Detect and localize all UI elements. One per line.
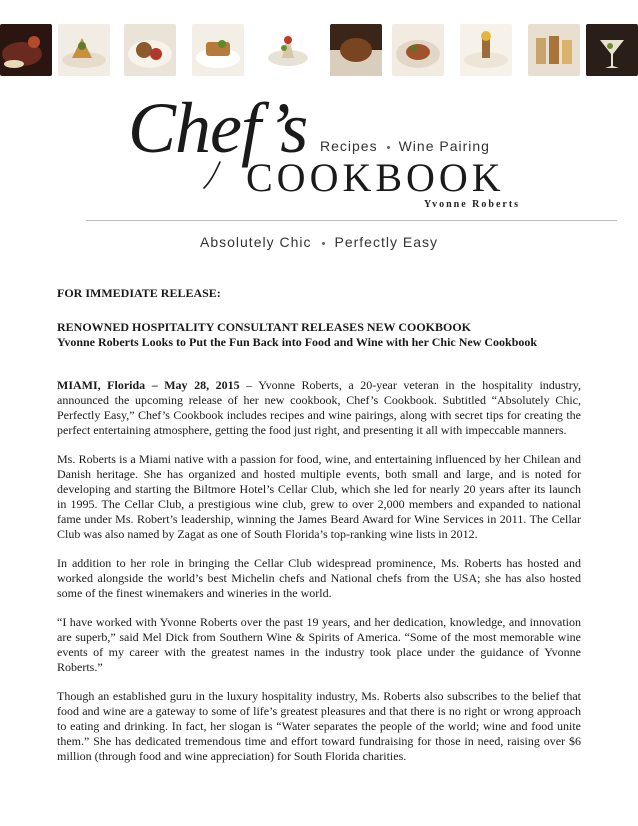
separator-dot-icon [387, 146, 390, 149]
dateline: MIAMI, Florida – May 28, 2015 [57, 378, 240, 392]
release-subhead: Yvonne Roberts Looks to Put the Fun Back into Food and Wine with her Chic New Cookbook [57, 335, 538, 349]
paragraph-1 [57, 378, 581, 438]
release-headline: RENOWNED HOSPITALITY CONSULTANT RELEASES NEW COOKBOOK [57, 320, 471, 334]
press-release-body [57, 286, 581, 778]
slogan-part-2: Perfectly Easy [334, 234, 438, 250]
release-label: FOR IMMEDIATE RELEASE: [57, 286, 221, 300]
cookbook-logo [0, 0, 638, 230]
logo-cookbook-wordmark: COOKBOOK [246, 155, 505, 200]
slogan-part-1: Absolutely Chic [200, 234, 312, 250]
paragraph-3: In addition to her role in bringing the Cellar Club widespread prominence, Ms. Roberts has hosted and worked alongside the world’s best Michelin chefs and National chefs from the USA; she has also hosted some of the finest winemakers and wineries in the world. [57, 556, 581, 600]
logo-tagline [320, 138, 490, 154]
separator-dot-icon [322, 242, 325, 245]
header-divider [86, 220, 617, 221]
logo-tag-recipes: Recipes [320, 138, 378, 154]
logo-swash-icon [200, 160, 230, 190]
logo-tag-wine-pairing: Wine Pairing [398, 138, 490, 154]
paragraph-5: Though an established guru in the luxury hospitality industry, Ms. Roberts also subscribes to the belief that food and wine are a gateway to some of life’s greatest pleasures and that there is no right or wrong approach to eating and drinking. In fact, her slogan is “Water separates the people of the world; wine and food unite them.” She has dedicated tremendous time and effort toward fundraising for those in need, raising over $6 million (through food and wine appreciation) for South Florida charities. [57, 689, 581, 763]
slogan [0, 234, 638, 250]
paragraph-1-text: – Yvonne Roberts, a 20-year veteran in the hospitality industry, announced the upcoming release of her new cookbook, Chef’s Cookbook. Subtitled “Absolutely Chic, Perfectly Easy,” Chef’s Cookbook includes recipes and wine pairings, along with secret tips for creating the perfect entertaining atmosphere, getting the food just right, and presenting it all with impeccable manners. [57, 378, 582, 437]
paragraph-2: Ms. Roberts is a Miami native with a passion for food, wine, and entertaining influenced by her Chilean and Danish heritage. She has organized and hosted multiple events, both small and large, and is noted for developing and starting the Biltmore Hotel’s Cellar Club, which she led for nearly 20 years after its launch in 1995. The Cellar Club, a prestigious wine club, grew to over 2,000 members and expanded to national fame under Ms. Robert’s leadership, winning the James Beard Award for Wine Services in 2011. The Cellar Club was also named by Zagat as one of South Florida’s top-ranking wine lists in 2012. [57, 452, 581, 541]
logo-author: Yvonne Roberts [424, 199, 521, 210]
paragraph-4: “I have worked with Yvonne Roberts over the past 19 years, and her dedication, knowledge, and innovation are superb,” said Mel Dick from Southern Wine & Spirits of America. “Some of the most memorable wine events of my career with the greatest names in the industry took place under the guidance of Yvonne Roberts.” [57, 615, 581, 674]
logo-chefs-wordmark: Chef’s [128, 88, 308, 168]
